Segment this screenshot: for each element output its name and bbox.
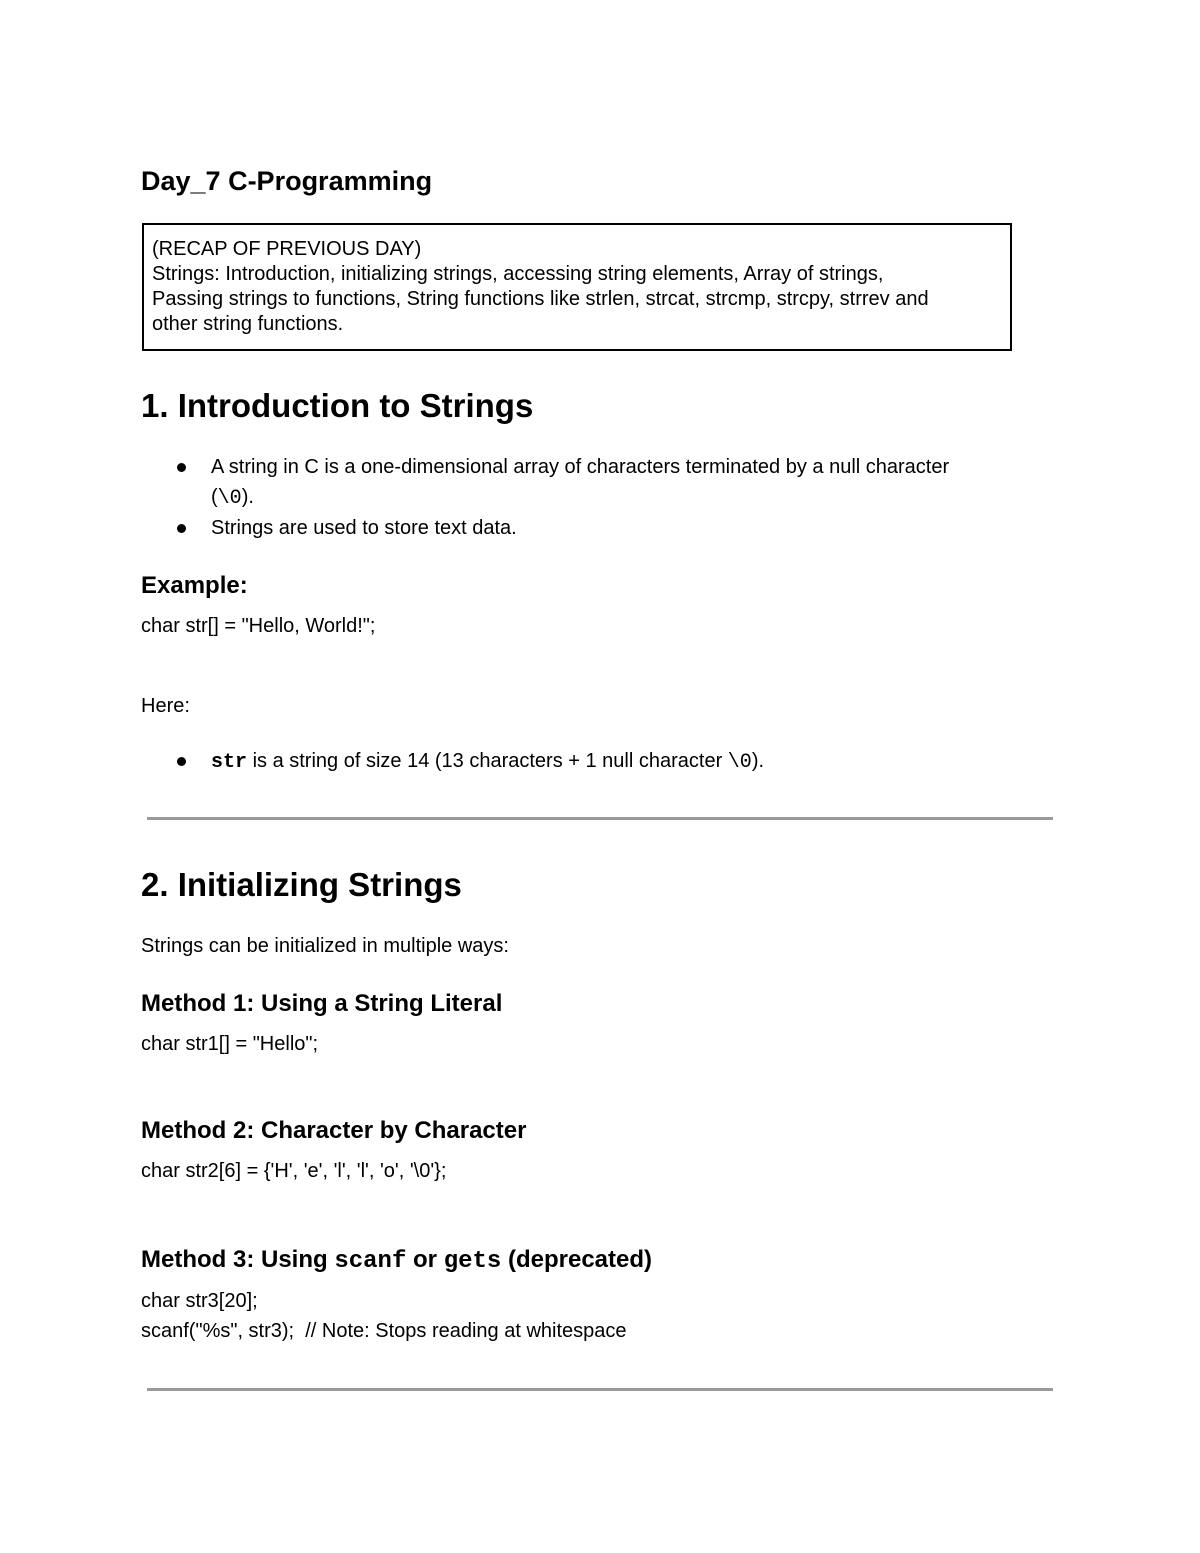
null-char-code-2: \0 xyxy=(727,751,752,774)
section-2-heading: 2. Initializing Strings xyxy=(141,866,462,903)
method-3-code-line-2: scanf("%s", str3); // Note: Stops reading at whitespace xyxy=(141,1320,627,1342)
method-3-mid: or xyxy=(406,1246,444,1273)
example-code: char str[] = "Hello, World!"; xyxy=(141,615,376,637)
document-title: Day_7 C-Programming xyxy=(141,166,433,196)
null-char-code: \0 xyxy=(217,487,242,510)
method-3-heading xyxy=(141,1245,652,1277)
section-1-heading: 1. Introduction to Strings xyxy=(141,387,534,424)
here-label: Here: xyxy=(141,695,190,717)
bullet-1-line-2 xyxy=(211,482,254,514)
str-code: str xyxy=(211,751,248,774)
gets-code: gets xyxy=(443,1248,502,1275)
recap-heading: (RECAP OF PREVIOUS DAY) xyxy=(152,238,422,260)
paren-open: ( xyxy=(211,486,218,508)
bullet-3-text xyxy=(211,746,764,778)
recap-box xyxy=(142,223,1012,351)
recap-line-2: Passing strings to functions, String functions like strlen, strcat, strcmp, strcpy, strrev and xyxy=(152,288,929,310)
bullet-2-text: Strings are used to store text data. xyxy=(211,517,517,539)
example-heading: Example: xyxy=(141,572,248,599)
section-2-intro: Strings can be initialized in multiple ways: xyxy=(141,935,509,957)
bullet-1-marker xyxy=(177,463,186,472)
paren-close: ). xyxy=(241,486,254,508)
method-3-suffix: (deprecated) xyxy=(501,1246,652,1273)
method-1-heading: Method 1: Using a String Literal xyxy=(141,990,503,1017)
bullet-3-close: ). xyxy=(751,750,765,772)
method-2-code: char str2[6] = {'H', 'e', 'l', 'l', 'o', '\0'}; xyxy=(141,1160,447,1182)
method-1-code: char str1[] = "Hello"; xyxy=(141,1033,319,1055)
method-2-heading: Method 2: Character by Character xyxy=(141,1117,527,1144)
section-divider-1 xyxy=(147,817,1053,820)
bullet-2-marker xyxy=(177,524,186,533)
bullet-1-line-1: A string in C is a one-dimensional array of characters terminated by a null character xyxy=(211,456,950,478)
section-divider-2 xyxy=(147,1388,1053,1391)
method-3-prefix: Method 3: Using xyxy=(141,1246,335,1273)
method-3-code-line-1: char str3[20]; xyxy=(141,1290,258,1312)
scanf-code: scanf xyxy=(334,1248,407,1275)
bullet-3-body: is a string of size 14 (13 characters + 1 null character xyxy=(247,750,728,772)
recap-line-3: other string functions. xyxy=(152,313,344,335)
recap-line-1: Strings: Introduction, initializing strings, accessing string elements, Array of strings, xyxy=(152,263,884,285)
bullet-3-marker xyxy=(177,757,186,766)
